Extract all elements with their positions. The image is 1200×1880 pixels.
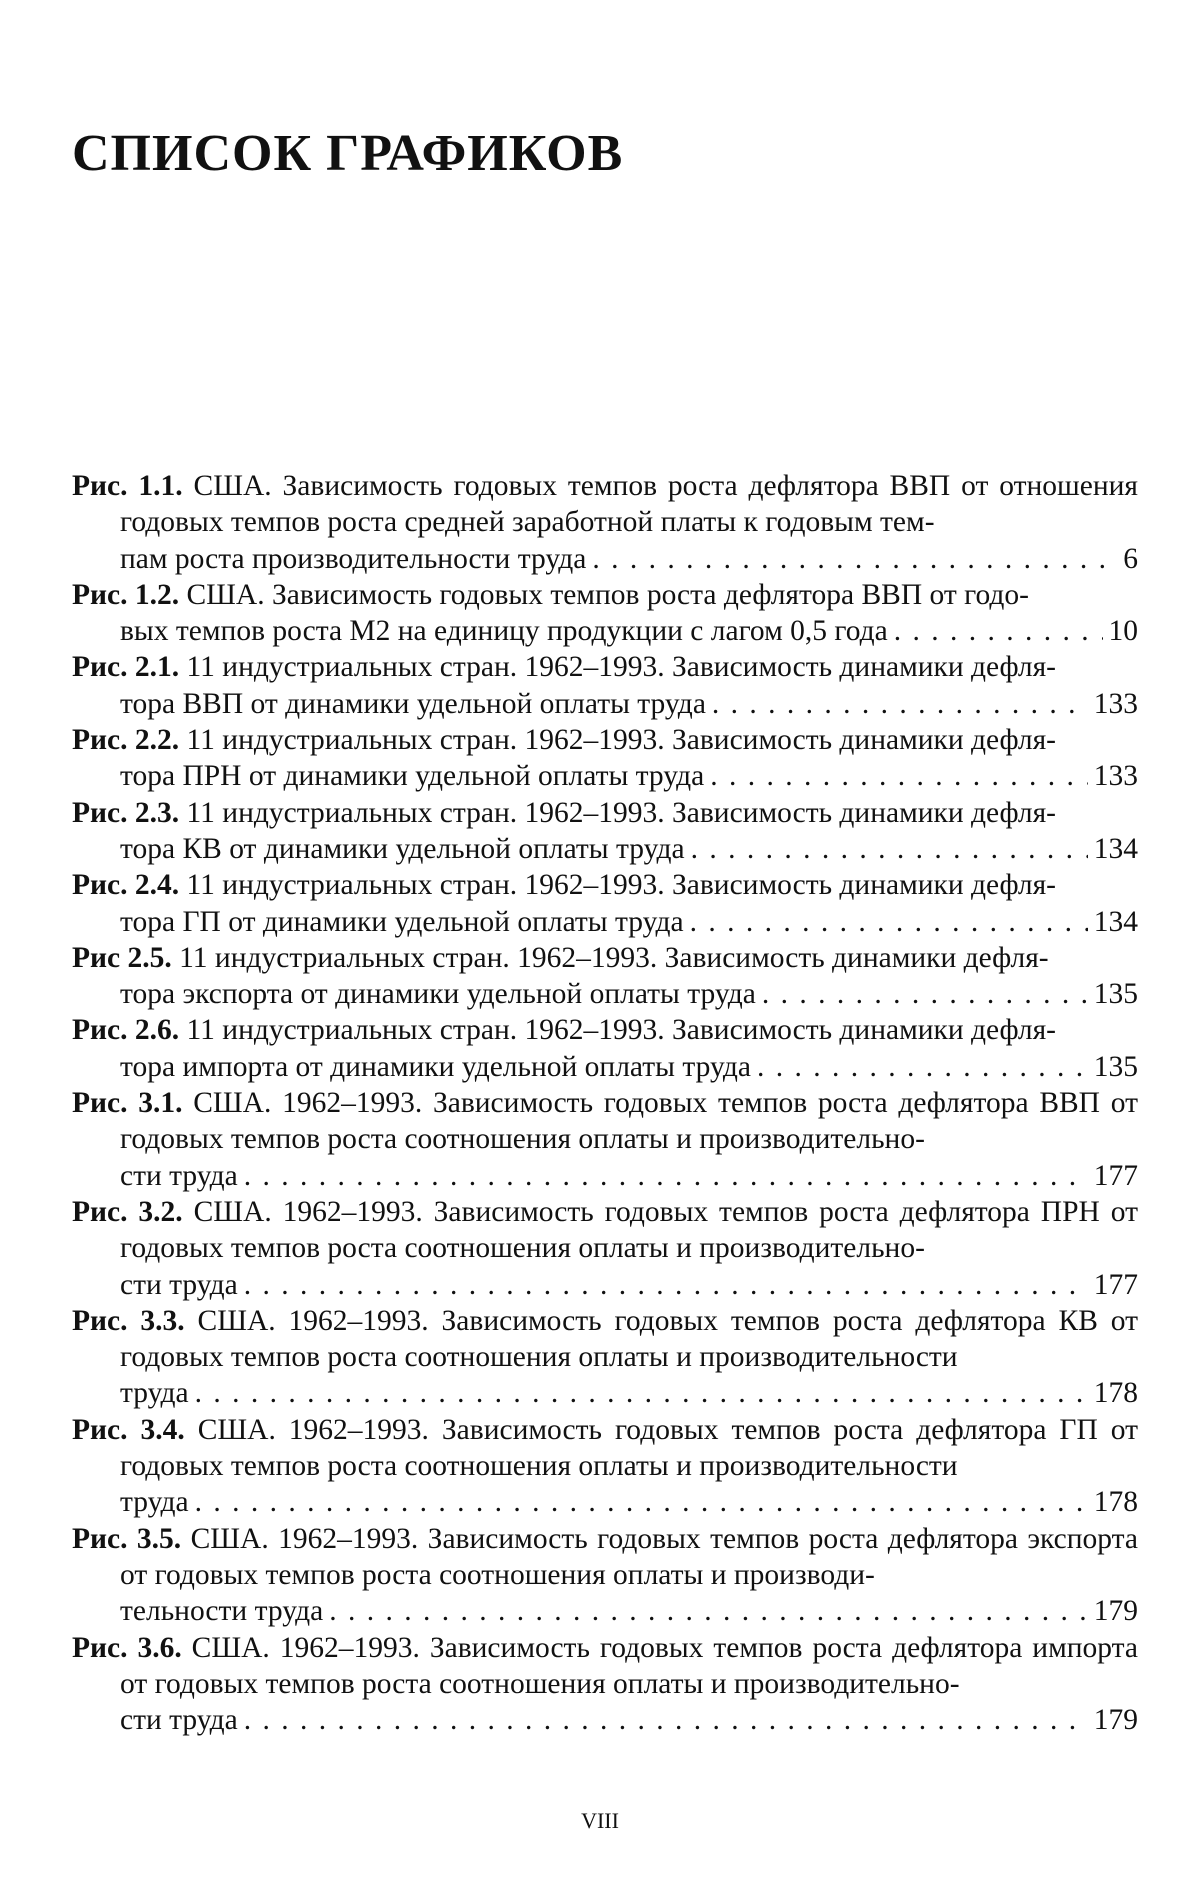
figure-caption: 11 индустриальных стран. 1962–1993. Зависимость динамики дефля- bbox=[179, 941, 1049, 974]
toc-last-line bbox=[120, 1702, 1138, 1738]
toc-entry bbox=[72, 722, 1138, 795]
page-number: 134 bbox=[1093, 832, 1138, 865]
dot-leader bbox=[762, 976, 1088, 1012]
figure-caption: США. 1962–1993. Зависимость годовых темпов роста дефлятора ПРН от годовых темпов роста соотношения оплаты и производительно- bbox=[120, 1195, 1138, 1265]
toc-last-line bbox=[120, 613, 1138, 649]
toc-last-line bbox=[120, 1158, 1138, 1194]
figure-caption-end: тора импорта от динамики удельной оплаты труда bbox=[120, 1050, 751, 1083]
toc-last-line bbox=[120, 1375, 1138, 1411]
toc-entry bbox=[72, 795, 1138, 868]
figure-caption-end: тора КВ от динамики удельной оплаты труда bbox=[120, 832, 685, 865]
list-of-figures bbox=[72, 468, 1138, 1738]
dot-leader bbox=[329, 1593, 1088, 1629]
figure-caption: США. Зависимость годовых темпов роста дефлятора ВВП от годо- bbox=[186, 578, 1029, 611]
dot-leader bbox=[244, 1158, 1088, 1194]
toc-last-line bbox=[120, 1484, 1138, 1520]
figure-label: Рис. 3.2. bbox=[72, 1195, 183, 1228]
figure-label: Рис. 1.1. bbox=[72, 470, 183, 502]
dot-leader bbox=[894, 613, 1103, 649]
figure-caption: 11 индустриальных стран. 1962–1993. Зависимость динамики дефля- bbox=[186, 796, 1057, 829]
page-number: 178 bbox=[1093, 1486, 1138, 1519]
toc-last-line bbox=[120, 831, 1138, 867]
toc-entry bbox=[72, 1630, 1138, 1739]
figure-caption-end: сти труда bbox=[120, 1159, 238, 1192]
dot-leader bbox=[244, 1702, 1088, 1738]
page-number: 177 bbox=[1093, 1268, 1138, 1301]
figure-label: Рис. 2.3. bbox=[72, 796, 180, 829]
dot-leader bbox=[195, 1375, 1088, 1411]
figure-label: Рис. 3.3. bbox=[72, 1304, 185, 1337]
figure-caption-end: тельности труда bbox=[120, 1595, 324, 1628]
page-number: 178 bbox=[1093, 1377, 1138, 1410]
toc-entry bbox=[72, 867, 1138, 940]
dot-leader bbox=[195, 1484, 1088, 1520]
figure-caption-end: вых темпов роста М2 на единицу продукции с лагом 0,5 года bbox=[120, 615, 888, 648]
page-title: СПИСОК ГРАФИКОВ bbox=[72, 125, 624, 182]
toc-entry bbox=[72, 649, 1138, 722]
figure-caption: США. Зависимость годовых темпов роста дефлятора ВВП от отношения годовых темпов роста средней заработной платы к годовым тем- bbox=[120, 470, 1138, 539]
page-number: 6 bbox=[1123, 542, 1138, 575]
toc-entry bbox=[72, 1085, 1138, 1194]
toc-last-line bbox=[120, 758, 1138, 794]
figure-caption-end: тора экспорта от динамики удельной оплаты труда bbox=[120, 978, 756, 1011]
figure-caption-end: тора ГП от динамики удельной оплаты труда bbox=[120, 905, 684, 938]
page-number: 134 bbox=[1093, 905, 1138, 938]
figure-label: Рис. 2.2. bbox=[72, 724, 180, 757]
page-number: 179 bbox=[1093, 1704, 1138, 1737]
toc-entry bbox=[72, 1412, 1138, 1521]
page-number: 135 bbox=[1093, 978, 1138, 1011]
figure-label: Рис. 3.5. bbox=[72, 1522, 182, 1555]
dot-leader bbox=[592, 541, 1117, 577]
figure-caption-end: сти труда bbox=[120, 1704, 238, 1737]
toc-entry bbox=[72, 1521, 1138, 1630]
figure-label: Рис. 2.1. bbox=[72, 651, 180, 684]
toc-last-line bbox=[120, 904, 1138, 940]
figure-label: Рис. 3.6. bbox=[72, 1631, 182, 1664]
toc-last-line bbox=[120, 541, 1138, 577]
figure-label: Рис. 2.4. bbox=[72, 869, 180, 902]
figure-caption-end: труда bbox=[120, 1377, 189, 1410]
dot-leader bbox=[244, 1267, 1088, 1303]
page-number: 179 bbox=[1093, 1595, 1138, 1628]
toc-entry bbox=[72, 1012, 1138, 1085]
toc-last-line bbox=[120, 1593, 1138, 1629]
toc-entry bbox=[72, 940, 1138, 1013]
figure-caption-end: труда bbox=[120, 1486, 189, 1519]
figure-caption: США. 1962–1993. Зависимость годовых темпов роста дефлятора импорта от годовых темпов роста соотношения оплаты и производительно- bbox=[120, 1631, 1138, 1700]
figure-caption: 11 индустриальных стран. 1962–1993. Зависимость динамики дефля- bbox=[186, 724, 1057, 757]
figure-caption: 11 индустриальных стран. 1962–1993. Зависимость динамики дефля- bbox=[186, 651, 1057, 684]
page-folio: VIII bbox=[581, 1808, 619, 1833]
page-number: 133 bbox=[1093, 760, 1138, 793]
figure-caption: США. 1962–1993. Зависимость годовых темпов роста дефлятора ВВП от годовых темпов роста соотношения оплаты и производительно- bbox=[120, 1087, 1138, 1156]
dot-leader bbox=[712, 686, 1088, 722]
figure-label: Рис 2.5. bbox=[72, 941, 172, 974]
figure-caption: США. 1962–1993. Зависимость годовых темпов роста дефлятора КВ от годовых темпов роста соотношения оплаты и производительности bbox=[120, 1304, 1139, 1374]
figure-caption-end: тора ВВП от динамики удельной оплаты труда bbox=[120, 687, 706, 720]
figure-label: Рис. 2.6. bbox=[72, 1014, 180, 1047]
dot-leader bbox=[757, 1049, 1088, 1085]
toc-last-line bbox=[120, 976, 1138, 1012]
page-number: 177 bbox=[1093, 1159, 1138, 1192]
figure-caption-end: тора ПРН от динамики удельной оплаты труда bbox=[120, 760, 705, 793]
page-number: 135 bbox=[1093, 1050, 1138, 1083]
toc-entry bbox=[72, 1194, 1138, 1303]
dot-leader bbox=[710, 758, 1087, 794]
figure-label: Рис. 3.4. bbox=[72, 1413, 185, 1446]
figure-caption: 11 индустриальных стран. 1962–1993. Зависимость динамики дефля- bbox=[186, 869, 1057, 902]
figure-caption: США. 1962–1993. Зависимость годовых темпов роста дефлятора экспорта от годовых темпов роста соотношения оплаты и производи- bbox=[120, 1522, 1138, 1591]
page-number: 10 bbox=[1108, 615, 1138, 648]
figure-caption: США. 1962–1993. Зависимость годовых темпов роста дефлятора ГП от годовых темпов роста соотношения оплаты и производительности bbox=[120, 1413, 1138, 1483]
figure-label: Рис. 1.2. bbox=[72, 578, 180, 611]
toc-last-line bbox=[120, 1049, 1138, 1085]
toc-entry bbox=[72, 577, 1138, 650]
toc-last-line bbox=[120, 1267, 1138, 1303]
figure-label: Рис. 3.1. bbox=[72, 1087, 183, 1120]
figure-caption-end: пам роста производительности труда bbox=[120, 542, 587, 575]
dot-leader bbox=[691, 831, 1088, 867]
figure-caption: 11 индустриальных стран. 1962–1993. Зависимость динамики дефля- bbox=[186, 1014, 1057, 1047]
dot-leader bbox=[690, 904, 1088, 940]
figure-caption-end: сти труда bbox=[120, 1268, 238, 1301]
toc-last-line bbox=[120, 686, 1138, 722]
toc-entry bbox=[72, 468, 1138, 577]
toc-entry bbox=[72, 1303, 1138, 1412]
page-number: 133 bbox=[1093, 687, 1138, 720]
